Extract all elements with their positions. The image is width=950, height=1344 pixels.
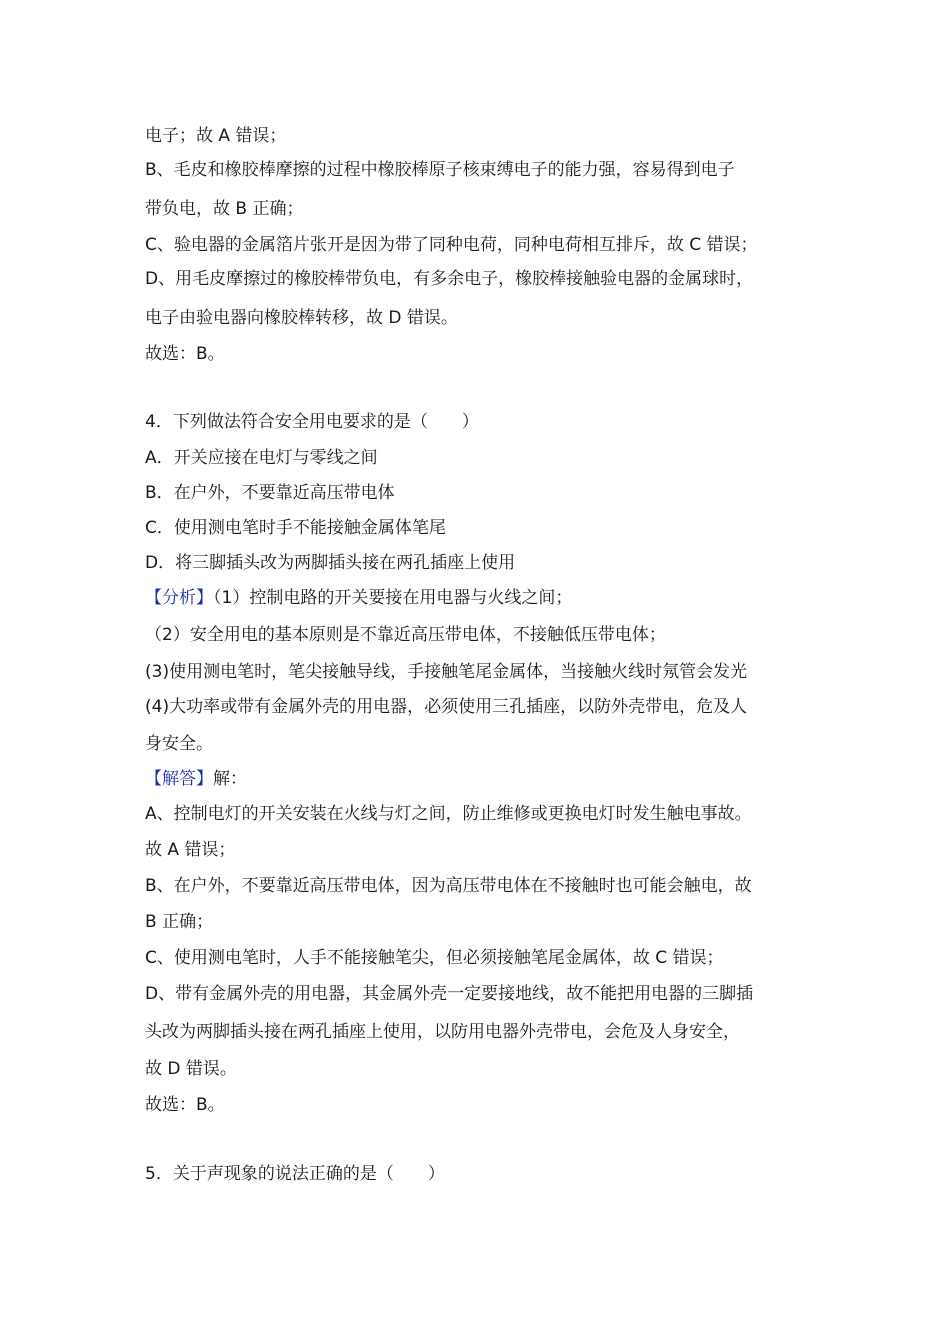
analysis-line: (4)大功率或带有金属外壳的用电器，必须使用三孔插座，以防外壳带电，危及人 — [145, 697, 748, 717]
analysis-line: （2）安全用电的基本原则是不靠近高压带电体，不接触低压带电体； — [145, 625, 666, 645]
option-b: B．在户外，不要靠近高压带电体 — [145, 483, 395, 503]
analysis-line: 身安全。 — [145, 734, 213, 754]
analysis-line: (3)使用测电笔时，笔尖接触导线，手接触笔尾金属体，当接触火线时氖管会发光 — [145, 662, 748, 682]
answer-line: B 正确； — [145, 912, 214, 932]
option-a: A．开关应接在电灯与零线之间 — [145, 448, 378, 468]
text-line: 电子由验电器向橡胶棒转移，故 D 错误。 — [145, 308, 458, 328]
answer-line: A、控制电灯的开关安装在火线与灯之间，防止维修或更换电灯时发生触电事故。 — [145, 804, 752, 824]
question-stem: 4．下列做法符合安全用电要求的是（ ） — [145, 412, 479, 432]
answer-line: 头改为两脚插头接在两孔插座上使用，以防用电器外壳带电，会危及人身安全， — [145, 1022, 740, 1042]
question-stem: 5．关于声现象的说法正确的是（ ） — [145, 1164, 445, 1184]
answer-text: 解： — [213, 769, 247, 789]
answer-line: D、带有金属外壳的用电器，其金属外壳一定要接地线，故不能把用电器的三脚插 — [145, 984, 754, 1004]
answer-line: 故 D 错误。 — [145, 1059, 237, 1079]
option-c: C．使用测电笔时手不能接触金属体笔尾 — [145, 518, 446, 538]
answer-tag: 【解答】 — [145, 769, 213, 789]
answer-line — [145, 767, 247, 791]
text-line: 电子；故 A 错误； — [145, 126, 287, 146]
analysis-tag: 【分析】 — [145, 588, 213, 608]
text-line: 带负电，故 B 正确； — [145, 199, 304, 219]
text-line: D、用毛皮摩擦过的橡胶棒带负电，有多余电子，橡胶棒接触验电器的金属球时， — [145, 269, 754, 289]
answer-line: 故 A 错误； — [145, 840, 236, 860]
option-d: D．将三脚插头改为两脚插头接在两孔插座上使用 — [145, 553, 516, 573]
text-line: B、毛皮和橡胶棒摩擦的过程中橡胶棒原子核束缚电子的能力强，容易得到电子 — [145, 160, 735, 180]
answer-line: C、使用测电笔时，人手不能接触笔尖，但必须接触笔尾金属体，故 C 错误； — [145, 948, 724, 968]
answer-line: 故选：B。 — [145, 1095, 225, 1115]
analysis-line — [145, 586, 572, 610]
text-line: 故选：B。 — [145, 344, 225, 364]
analysis-text: （1）控制电路的开关要接在用电器与火线之间； — [213, 588, 573, 608]
text-line: C、验电器的金属箔片张开是因为带了同种电荷，同种电荷相互排斥，故 C 错误； — [145, 235, 758, 255]
answer-line: B、在户外，不要靠近高压带电体，因为高压带电体在不接触时也可能会触电，故 — [145, 876, 752, 896]
